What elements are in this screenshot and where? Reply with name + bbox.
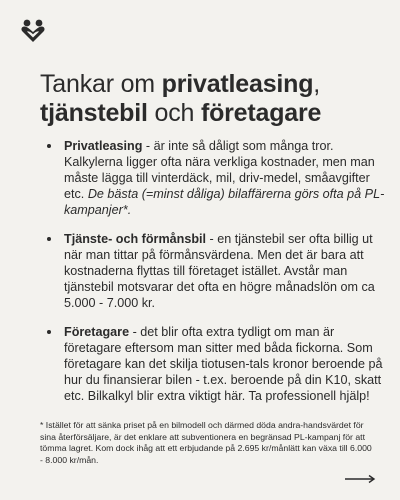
bullet-emphasis: De bästa (=minst dåliga) bilaffärerna görs ofta på PL-kampanjer*. <box>64 187 385 217</box>
title-part-1: Tankar om <box>40 70 162 98</box>
title-bold-foretagare: företagare <box>200 99 322 127</box>
arrow-right-icon[interactable] <box>344 474 376 484</box>
footnote: * Istället för att sänka priset på en bilmodell och därmed döda andra-handsvärdet för sina återförsäljare, är det enklare att subventionera en begränsad PL-kampanj för att tömma lagret. Kom dock ihåg att ett erbjudande på 2.695 kr/månlätt kan växa till 6.000 - 8.000 kr/mån. <box>40 420 372 465</box>
bullet-heading: Företagare <box>64 325 130 339</box>
bullet-body: - det blir ofta extra tydligt om man är företagare eftersom man sitter med båda fickorna. Som företagare kan det skilja tiotusen-tals kronor beroende på hur du finansierar bilen - t.ex. beroende på din K10, skatt etc. Bilkalkyl blir extra viktigt här. Ta professionell hjälp! <box>64 325 383 403</box>
title-part-2: , <box>313 70 321 98</box>
bullet-body: - är inte så dåligt som många tror. Kalkylerna ligger ofta nära verkliga kostnader, men man måste lägga till vinterdäck, mil, driv-medel, småavgifter etc. <box>64 139 375 201</box>
bullet-heading: Tjänste- och förmånsbil <box>64 232 207 246</box>
bullet-item-tjanstebil <box>62 230 392 311</box>
bullet-list <box>46 137 392 416</box>
heart-people-logo-icon <box>20 18 46 44</box>
title-bold-privatleasing: privatleasing <box>161 70 314 98</box>
title-part-3: och <box>147 99 201 127</box>
bullet-item-foretagare <box>62 323 392 404</box>
page-title <box>40 70 380 128</box>
bullet-heading: Privatleasing <box>64 139 143 153</box>
title-bold-tjanstebil: tjänstebil <box>40 99 148 127</box>
bullet-item-privatleasing <box>62 137 392 218</box>
bullet-body: - en tjänstebil ser ofta billig ut när man tittar på förmånsvärdena. Men det är bara att kostnaderna flyttas till företaget istället. Avstår man tjänstebil motsvarar det ofta en högre månadslön om ca 5.000 - 7.000 kr. <box>64 232 375 310</box>
